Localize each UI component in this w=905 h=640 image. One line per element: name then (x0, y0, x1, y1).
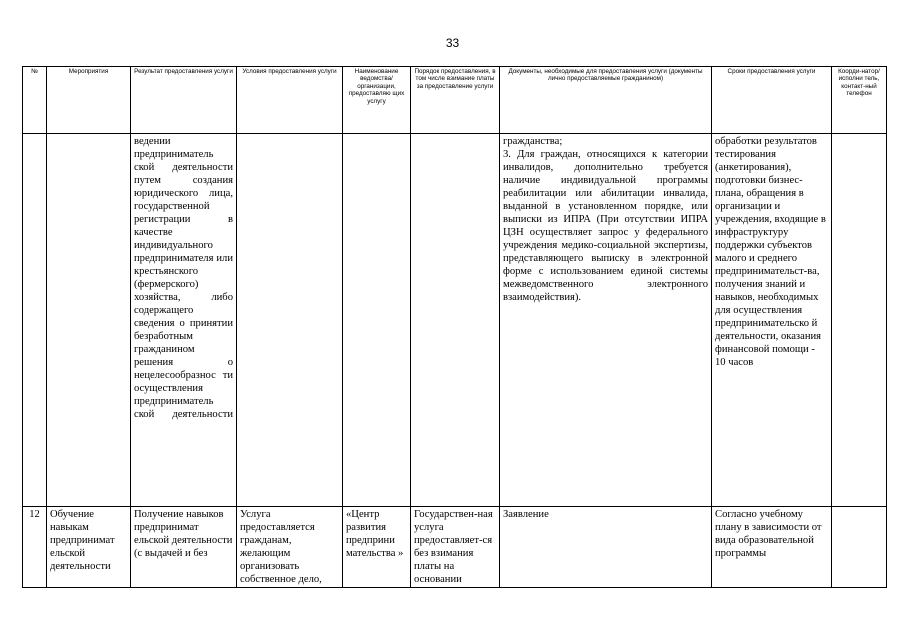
cell-coordinator (832, 134, 887, 507)
cell-conditions: Услуга предоставляется гражданам, желающим организовать собственное дело, (237, 507, 343, 588)
cell-conditions (237, 134, 343, 507)
header-terms: Сроки предоставления услуги (712, 67, 832, 134)
cell-documents: Заявление (500, 507, 712, 588)
header-organization: Наименование ведомства/ организации, предоставляю щих услугу (343, 67, 411, 134)
header-procedure: Порядок предоставления, в том числе взимание платы за предоставление услуги (411, 67, 500, 134)
header-documents: Документы, необходимые для предоставления услуги (документы лично предоставляемые гражданином) (500, 67, 712, 134)
documents-text: гражданства; 3. Для граждан, относящихся к категории инвалидов, дополнительно требуется наличие индивидуальной программы реабилитации или абилитации инвалида, выданной в установленном порядке, или выписки из ИПРА (При отсутствии ИПРА ЦЗН осуществляет запрос у федерального учреждения медико-социальной экспертизы, представляющего выписку в электронной форме с использованием единой системы межведомственного электронного взаимодействия). (503, 136, 708, 303)
header-coordinator: Коорди-натор/ исполни тель, контакт-ный телефон (832, 67, 887, 134)
cell-procedure (411, 134, 500, 507)
table-header-row (23, 67, 887, 134)
cell-terms: Согласно учебному плану в зависимости от вида образовательной программы (712, 507, 832, 588)
cell-terms: обработки результатов тестирования (анкетирования), подготовки бизнес-плана, обращения в организации и учреждения, входящие в инфраструктуру поддержки субъектов малого и среднего предпринимательст-ва, получения знаний и навыков, необходимых для осуществления предпринимательско й деятельности, оказания финансовой помощи - 10 часов (712, 134, 832, 507)
cell-procedure: Государствен-ная услуга предоставляет-ся без взимания платы на основании (411, 507, 500, 588)
services-table (22, 66, 887, 588)
cell-coordinator (832, 507, 887, 588)
header-result: Результат предоставления услуги (131, 67, 237, 134)
cell-number (23, 134, 47, 507)
page-number: 33 (445, 36, 460, 50)
cell-organization (343, 134, 411, 507)
cell-activity: Обучение навыкам предпринимат ельской деятельности (47, 507, 131, 588)
header-number: № (23, 67, 47, 134)
cell-documents (500, 134, 712, 507)
cell-number: 12 (23, 507, 47, 588)
header-conditions: Условия предоставления услуги (237, 67, 343, 134)
table-row (23, 134, 887, 507)
cell-activity (47, 134, 131, 507)
cell-result: Получение навыков предпринимат ельской деятельности (с выдачей и без (131, 507, 237, 588)
cell-result: ведении предприниматель ской деятельности путем создания юридического лица, государственной регистрации в качестве индивидуального предпринимателя или крестьянского (фермерского) хозяйства, либо содержащего сведения о принятии безработным гражданином решения о нецелесообразнос ти осуществления предприниматель ской деятельности (131, 134, 237, 507)
header-activity: Мероприятия (47, 67, 131, 134)
table-row (23, 507, 887, 588)
cell-organization: «Центр развития предприни мательства » (343, 507, 411, 588)
